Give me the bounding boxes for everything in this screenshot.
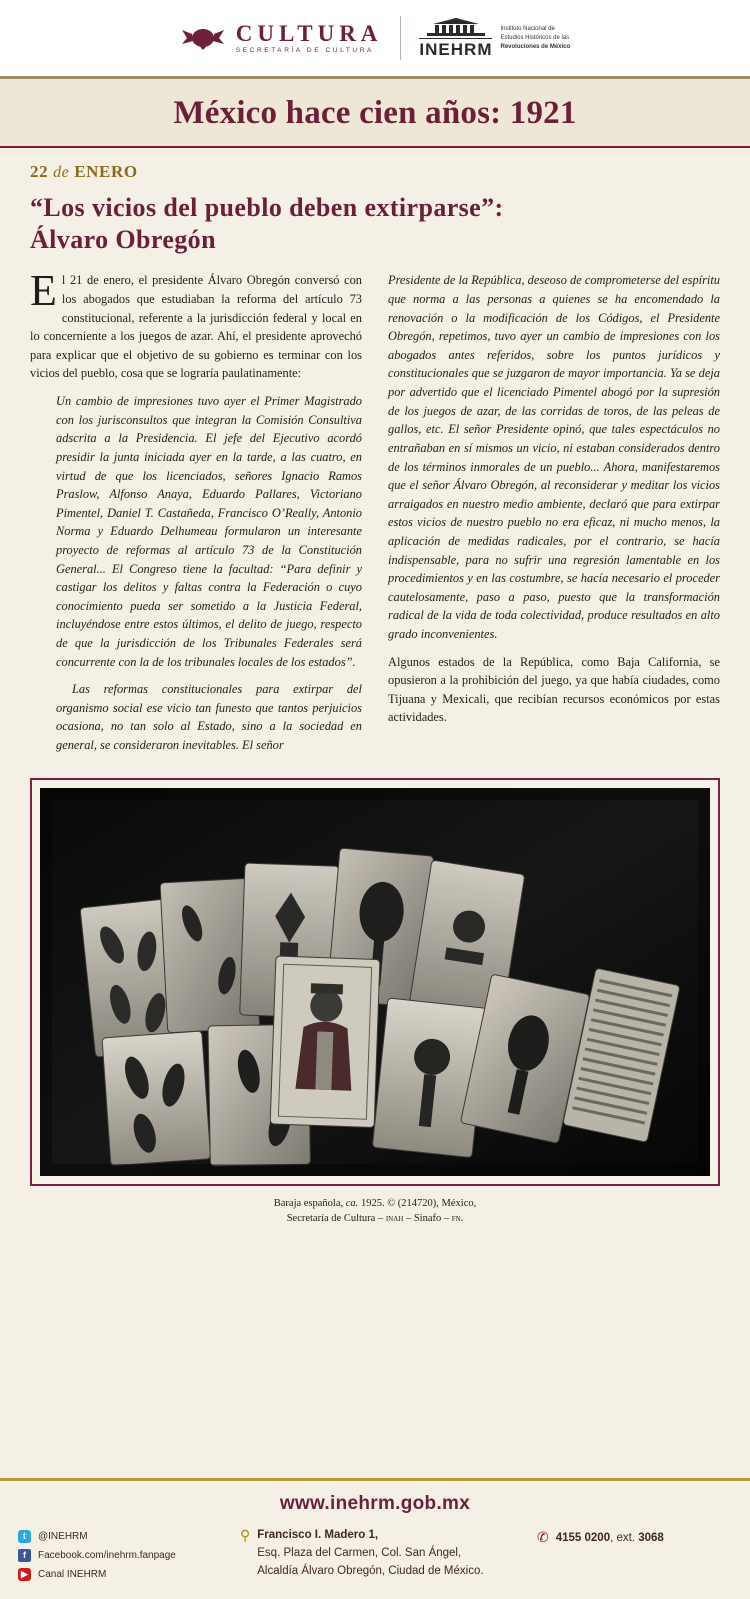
dateline-de: de (53, 164, 70, 181)
headline (30, 192, 720, 255)
dateline-month: ENERO (74, 162, 138, 181)
caption-text-c: Secretaría de Cultura – (286, 1212, 386, 1224)
inehrm-desc-line3: Revoluciones de México (500, 43, 571, 50)
eagle-icon (180, 22, 226, 54)
dateline (30, 162, 720, 182)
website-link[interactable]: www.inehrm.gob.mx (279, 1493, 471, 1514)
inehrm-logo (419, 18, 570, 58)
column-right (388, 271, 720, 763)
caption-inah: inah (385, 1212, 404, 1224)
location-pin-icon: ⚲ (240, 1527, 251, 1543)
youtube-icon: ▶ (18, 1568, 31, 1581)
twitter-link[interactable] (18, 1527, 228, 1546)
twitter-handle: @INEHRM (38, 1531, 88, 1542)
closing-paragraph: Algunos estados de la República, como Baja California, se opusieron a la prohibición del juego, ya que había ciudades, como Tijuana y Mexicali, que recibían recursos económicos por estas actividades. (388, 654, 720, 725)
address-line-3: Alcaldía Álvaro Obregón, Ciudad de México. (257, 1564, 484, 1577)
cultura-subtitle: SECRETARÍA DE CULTURA (235, 46, 374, 54)
inehrm-desc-line2: Estudios Históricos de las (500, 34, 570, 41)
article (0, 148, 750, 764)
youtube-link[interactable] (18, 1565, 228, 1584)
header-divider (400, 16, 401, 60)
phone-block (537, 1527, 732, 1546)
caption-text-d: – Sinafo – (403, 1212, 452, 1224)
facebook-handle: Facebook.com/inehrm.fanpage (38, 1550, 176, 1561)
caption-text-italic: ca. (345, 1197, 359, 1209)
caption-line-2 (30, 1211, 720, 1226)
twitter-icon: t (18, 1530, 31, 1543)
dateline-day: 22 (30, 162, 49, 181)
address-line-2: Esq. Plaza del Carmen, Col. San Ángel, (257, 1546, 462, 1559)
inehrm-wordmark: INEHRM (419, 40, 493, 59)
banner (0, 79, 750, 148)
blockquote-2: Las reformas constitucionales para extirpar del organismo social ese vicio tan funesto que tantos perjuicios ocasiona, no tan solo al Estado, sino a la sociedad en general, se consideraron inevitables. El señor (56, 682, 362, 753)
caption-fn: fn (451, 1212, 461, 1224)
page-title: México hace cien años: 1921 (173, 95, 577, 131)
caption-text-b: 1925. © (214720), México, (358, 1197, 477, 1209)
blockquote-3: Presidente de la República, deseoso de comprometerse del espíritu que norma a las personas a quienes se ha encomendado la renovación o la modificación de los Códigos, el Presidente Obregón, repetimos, tuvo ayer un cambio de impresiones con los abogados antes referidos, sobre los puntos jurídicos y constitucionales que se juzgaron de mayor importancia. Ya se deja por advertido que el licenciado Pimentel abogó por la supresión de los juegos de azar, de las corridas de toros, de las peleas de gallos, etc. El señor Presidente opinó, que tales espectáculos no entrañaban en sí mismos un vicio, ni estaban considerados dentro de los términos inmorales de un pueblo... Ahora, manifestaremos que el señor Álvaro Obregón, al reconsiderar y meditar los vicios arraigados en nuestro medio ambiente, declaró que para extirpar estos vicios de nuestro pueblo no era eficaz, ni mucho menos, la aplicación de medidas radicales, por el contrario, se hacía indispensable, para no sufrir una regresión lamentable en los procedimientos y en las costumbre, se hacía necesario el proceder cautelosamente, paso a paso, puesto que la transformación radical de la vida de toda colectividad, produce resultados en alto grado inconvenientes. (388, 273, 720, 642)
youtube-label (38, 1565, 106, 1584)
header-logo-bar (0, 0, 750, 79)
facebook-link[interactable] (18, 1546, 228, 1565)
headline-line-2: Álvaro Obregón (30, 224, 216, 254)
cultura-logo (180, 22, 383, 55)
caption-text-e: . (460, 1212, 464, 1224)
intro-paragraph (30, 266, 362, 383)
inehrm-desc-line1: Instituto Nacional de (500, 25, 555, 32)
phone-extension: 3068 (638, 1531, 664, 1544)
address-line-1: Francisco I. Madero 1, (257, 1529, 379, 1541)
phone-number: 4155 0200 (555, 1531, 611, 1544)
address-block (240, 1527, 525, 1580)
phone-icon: ✆ (537, 1529, 549, 1545)
figure-frame (30, 778, 720, 1186)
phone-ext-label: , ext. (610, 1531, 639, 1544)
social-links (18, 1527, 228, 1584)
photograph-spanish-deck (40, 788, 710, 1176)
intro-text: l 21 de enero, el presidente Álvaro Obregón conversó con los abogados que estudiaban la reforma del artículo 73 constitucional, referente a la jurisdicción federal y local en lo concerniente a los juegos de azar. Ahí, el presidente aprovechó para explicar que el objetivo de su gobierno es terminar con los vicios del pueblo, cosa que se lograría paulatinamente: (30, 273, 362, 381)
blockquote-1: Un cambio de impresiones tuvo ayer el Primer Magistrado con los jurisconsultos que integran la Comisión Consultiva adscrita a la Presidencia. El jefe del Ejecutivo acordó presidir la junta iniciada ayer en la tarde, a las cuatro, en virtud de que los licenciados, señores Ignacio Ramos Praslow, Alfonso Anaya, Eduardo Pallares, Victoriano Pimentel, Daniel T. Castañeda, Francisco O’Really, Antonio Norma y Eduardo Delhumeau formularon un interesante proyecto de reformas al artículo 73 de la Constitución General... El Congreso tiene la facultad: “Para definir y castigar los delitos y faltas contra la Federación o cuyo conocimiento pueda ser sometido a la Justicia Federal, incluyéndose entre estos últimos, el delito de juego, respecto de que la jurisdicción de los Tribunales Federales será concurrente con la de los tribunales locales de los estados”. (56, 394, 362, 669)
cultura-wordmark: CULTURA (235, 20, 383, 46)
building-icon (427, 18, 485, 36)
figure-caption (30, 1196, 720, 1226)
drop-cap: E (30, 266, 57, 316)
youtube-label-a: Canal (38, 1569, 67, 1580)
youtube-label-b: INEHRM (66, 1569, 107, 1580)
inehrm-description (500, 25, 570, 52)
caption-text-a: Baraja española, (273, 1197, 346, 1209)
headline-line-1: “Los vicios del pueblo deben extirparse”: (30, 193, 504, 222)
facebook-icon: f (18, 1549, 31, 1562)
footer (0, 1478, 750, 1599)
article-columns (30, 266, 720, 763)
caption-line-1 (30, 1196, 720, 1211)
column-left (30, 266, 362, 763)
